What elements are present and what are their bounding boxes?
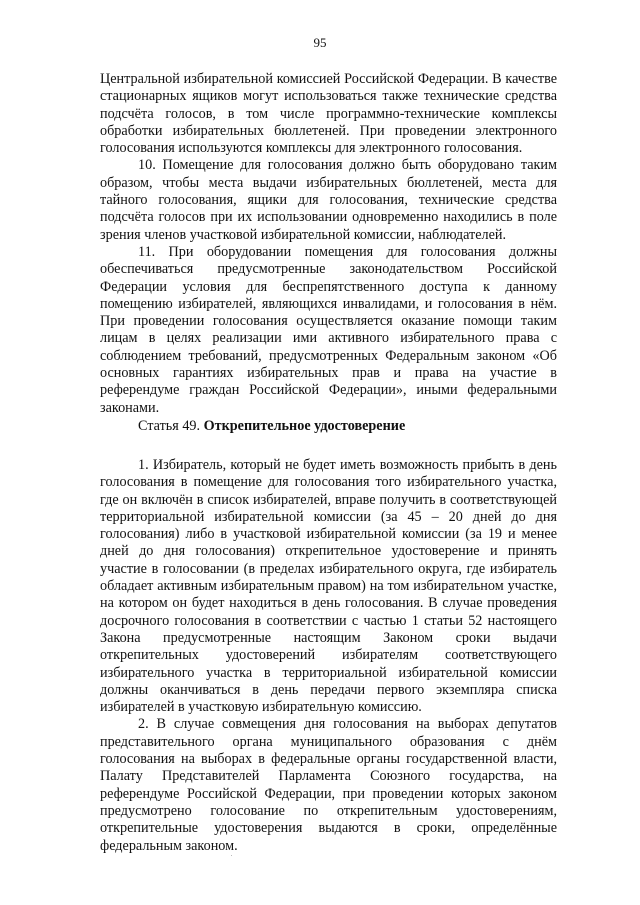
scan-artifact [231,855,232,856]
article-paragraph-2: 2. В случае совмещения дня голосования на выборах депутатов представительного органа муниципального образования с днём голосования на выборах в федеральные органы государственной власти, Палату Представителей Парламента Союзного государства, на референдуме Российской Федерации, при проведении которых законом предусмотрено голосование по открепительным удостоверениям, открепительные удостоверения выдаются в сроки, определённые федеральным законом. [100,716,557,854]
page-number: 95 [313,35,327,50]
preceding-article-text [100,71,557,417]
article-paragraph-1: 1. Избиратель, который не будет иметь возможность прибыть в день голосования в помещение для голосования того избирательного участка, где он включён в список избирателей, вправе получить в соответствующей территориальной избирательной комиссии (за 45 – 20 дней до дня голосования) либо в участковой избирательной комиссии (за 19 и менее дней до дня голосования) открепительное удостоверение и принять участие в голосовании (в пределах избирательного округа, где избиратель обладает активным избирательным правом) на том избирательном участке, на котором он будет находиться в день голосования. В случае проведения досрочного голосования в соответствии с частью 1 статьи 52 настоящего Закона предусмотренные настоящим Законом сроки выдачи открепительных удостоверений избирателям соответствующего избирательного участка в территориальной избирательной комиссии должны оканчиваться в день передачи первого экземпляра списка избирателей в участковую избирательную комиссию. [100,457,557,716]
article-49-text [100,457,557,855]
article-heading [138,418,405,435]
article-label: Статья 49. [138,418,201,434]
paragraph-11: 11. При оборудовании помещения для голосования должны обеспечиваться предусмотренные законодательством Российской Федерации условия для беспрепятственного доступа к данному помещению избирателей, являющихся инвалидами, и голосования в нём. При проведении голосования осуществляется оказание помощи таким лицам в целях реализации ими активного избирательного права с соблюдением требований, предусмотренных Федеральным законом «Об основных гарантиях избирательных прав и права на участие в референдуме граждан Российской Федерации», иными федеральными законами. [100,243,557,416]
article-title: Открепительное удостоверение [203,418,406,434]
paragraph-10: 10. Помещение для голосования должно быть оборудовано таким образом, чтобы места выдачи избирательных бюллетеней, места для тайного голосования, ящики для голосования, технические средства подсчёта голосов при их использовании одновременно находились в поле зрения членов участковой избирательной комиссии, наблюдателей. [100,157,557,243]
continuation-paragraph: Центральной избирательной комиссией Российской Федерации. В качестве стационарных ящиков могут использоваться также технические средства подсчёта голосов, в том числе программно-технические комплексы обработки избирательных бюллетеней. При проведении электронного голосования используются комплексы для электронного голосования. [100,71,557,157]
